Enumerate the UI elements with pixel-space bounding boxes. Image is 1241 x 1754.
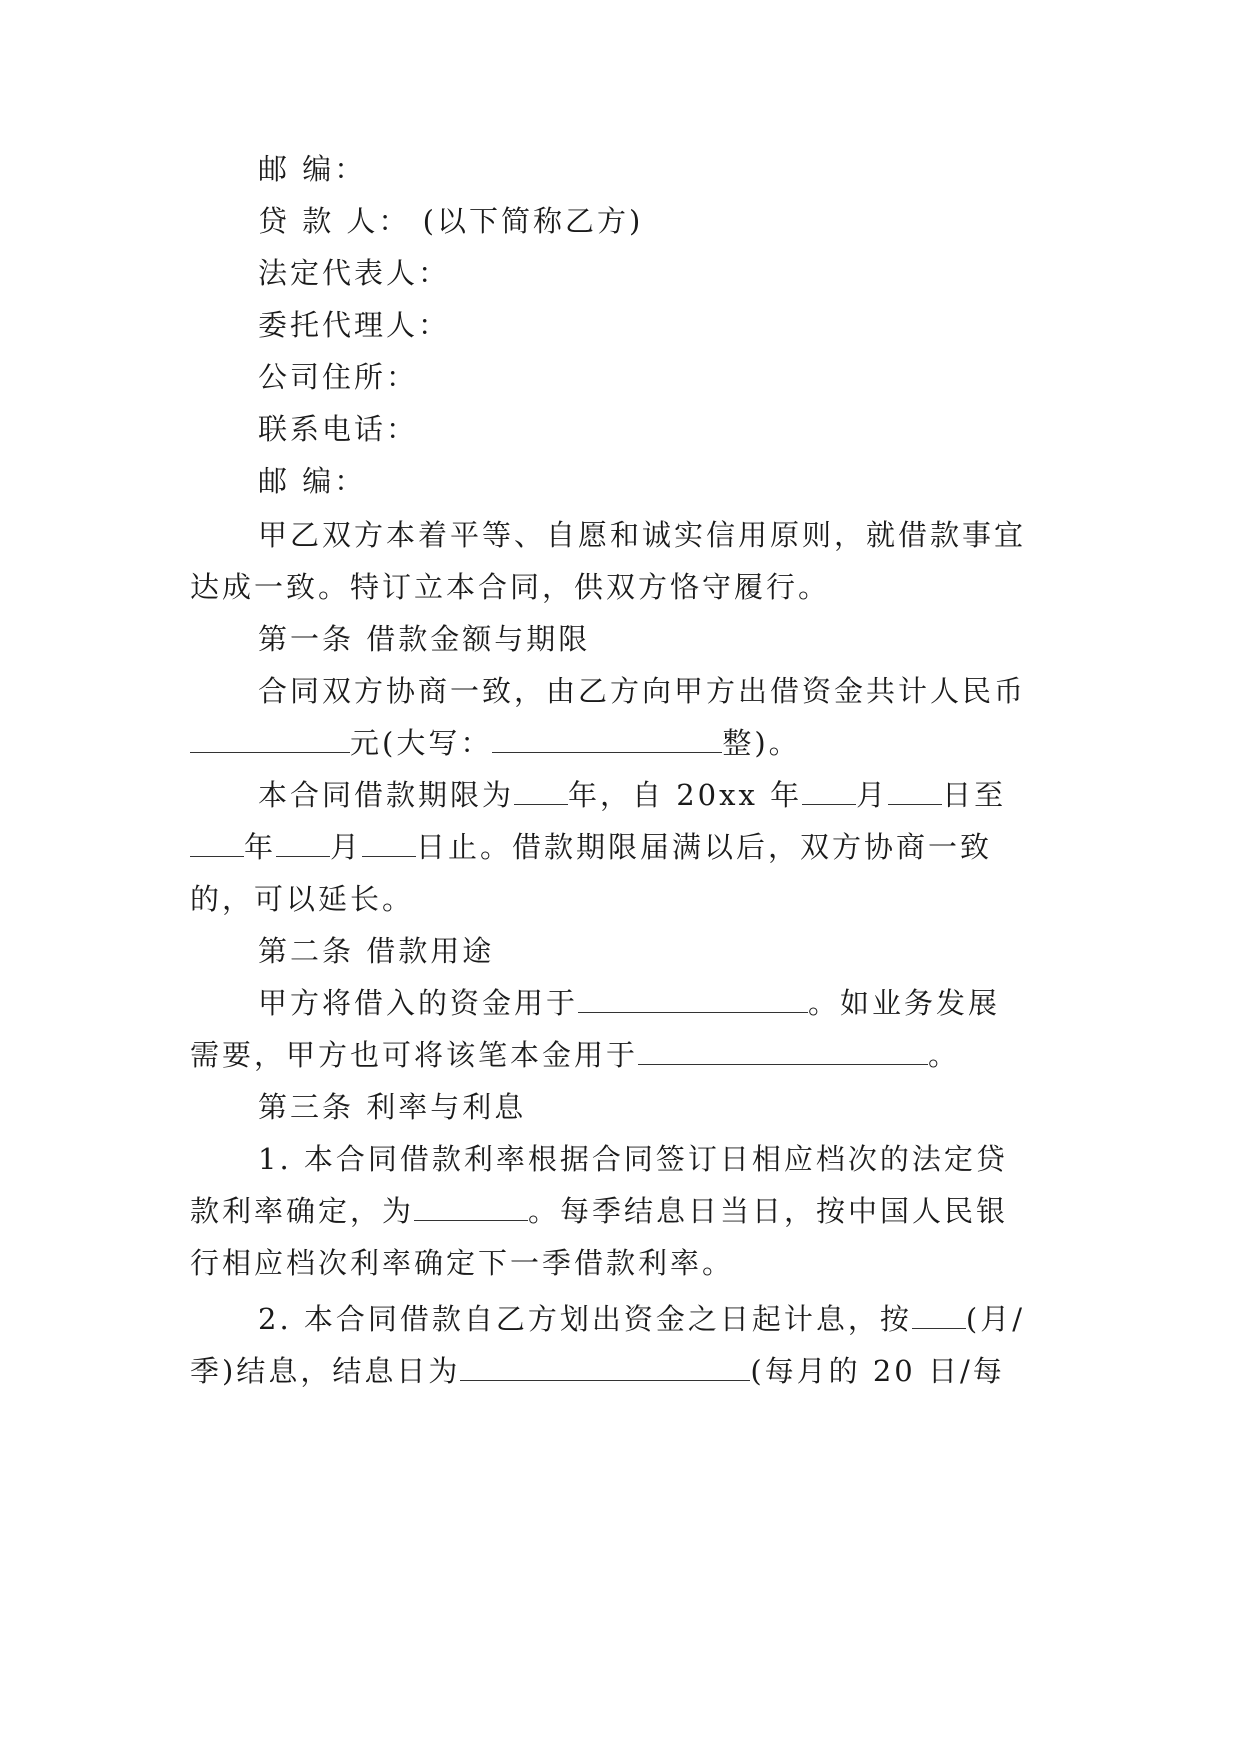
- amount-blank[interactable]: [190, 728, 350, 753]
- article-3-heading: 第三条 利率与利息: [258, 1090, 527, 1124]
- legal-representative-label: 法定代表人：: [258, 256, 451, 290]
- purpose2-text-a: 需要，甲方也可将该笔本金用于: [190, 1038, 639, 1072]
- end-year-blank[interactable]: [190, 832, 244, 857]
- amount-text-yuan: 元(大写：: [350, 726, 493, 760]
- interest-text-b: (月/: [965, 1302, 1025, 1336]
- settlement-period-blank[interactable]: [912, 1304, 966, 1329]
- start-month-blank[interactable]: [802, 780, 856, 805]
- authorized-agent-label: 委托代理人：: [258, 308, 451, 342]
- rate-line-3: 行相应档次利率确定下一季借款利率。: [190, 1246, 735, 1280]
- term-text-a: 本合同借款期限为: [258, 778, 515, 812]
- rate-text-b: 。每季结息日当日，按中国人民银: [528, 1194, 1009, 1228]
- term-line-2: [190, 818, 1050, 876]
- rate-line-1: 1. 本合同借款利率根据合同签订日相应档次的法定贷: [258, 1142, 1008, 1176]
- start-day-blank[interactable]: [888, 780, 942, 805]
- purpose-text-b: 。如业务发展: [808, 986, 1001, 1020]
- article-1-heading: 第一条 借款金额与期限: [258, 622, 591, 656]
- purpose-line-1: [258, 974, 1050, 1032]
- settlement-date-blank[interactable]: [460, 1356, 750, 1381]
- interest2-text-b: (每月的 20 日/每: [750, 1354, 1005, 1388]
- term2-text-d: 日止。借款期限届满以后，双方协商一致: [416, 830, 993, 864]
- rate-text-a: 款利率确定，为: [190, 1194, 415, 1228]
- term-text-c: 月: [856, 778, 889, 812]
- term-text-b: 年，自 20xx 年: [568, 778, 803, 812]
- end-month-blank[interactable]: [276, 832, 330, 857]
- interest-line-2: [190, 1342, 1050, 1400]
- rate-line-2: [190, 1182, 1050, 1240]
- interest2-text-a: 季)结息，结息日为: [190, 1354, 461, 1388]
- amount-text-end: 整)。: [722, 726, 801, 760]
- term-line-1: [258, 766, 1050, 824]
- preamble-line-1: 甲乙双方本着平等、自愿和诚实信用原则，就借款事宜: [258, 518, 1027, 552]
- term2-text-b: 年: [244, 830, 277, 864]
- term-text-d: 日至: [942, 778, 1007, 812]
- postcode-label-2: 邮 编：: [258, 464, 367, 498]
- purpose2-text-b: 。: [928, 1038, 961, 1072]
- article-1-para-1: 合同双方协商一致，由乙方向甲方出借资金共计人民币: [258, 674, 1027, 708]
- end-day-blank[interactable]: [362, 832, 416, 857]
- preamble-line-2: 达成一致。特订立本合同，供双方恪守履行。: [190, 570, 831, 604]
- company-address-label: 公司住所：: [258, 360, 419, 394]
- interest-text-a: 2. 本合同借款自乙方划出资金之日起计息，按: [258, 1302, 912, 1336]
- amount-line: [190, 714, 1050, 772]
- postcode-label: 邮 编：: [258, 152, 367, 186]
- term-years-blank[interactable]: [514, 780, 568, 805]
- interest-line-1: [258, 1290, 1050, 1348]
- article-2-heading: 第二条 借款用途: [258, 934, 495, 968]
- term-line-3: 的，可以延长。: [190, 882, 415, 916]
- term2-text-c: 月: [330, 830, 363, 864]
- amount-capital-blank[interactable]: [492, 728, 722, 753]
- purpose-line-2: [190, 1026, 1050, 1084]
- phone-label: 联系电话：: [258, 412, 419, 446]
- purpose-blank[interactable]: [578, 988, 808, 1013]
- rate-blank[interactable]: [414, 1196, 528, 1221]
- lender-label: 贷 款 人： (以下简称乙方): [258, 204, 644, 238]
- purpose-text-a: 甲方将借入的资金用于: [258, 986, 579, 1020]
- alt-purpose-blank[interactable]: [638, 1040, 928, 1065]
